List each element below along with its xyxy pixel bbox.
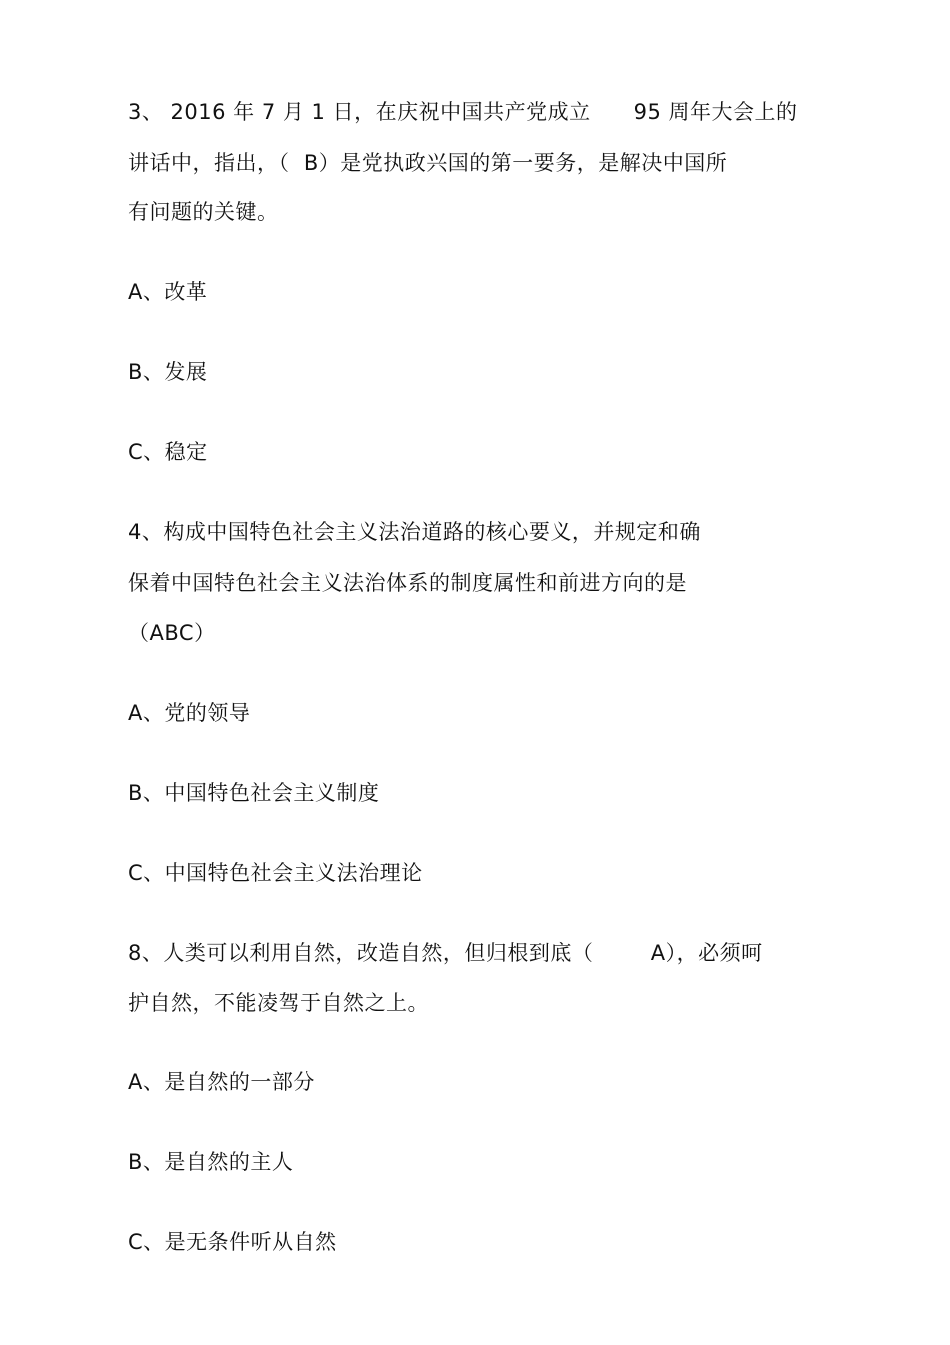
- question-8-option-b: B、是自然的主人: [128, 1150, 294, 1174]
- question-4-option-a: A、党的领导: [128, 701, 251, 725]
- question-3-line-1: 3、 2016 年 7 月 1 日，在庆祝中国共产党成立 95 周年大会上的: [128, 100, 798, 124]
- question-4-option-b: B、中国特色社会主义制度: [128, 781, 380, 805]
- question-3-option-c: C、稳定: [128, 440, 208, 464]
- question-4-line-2: 保着中国特色社会主义法治体系的制度属性和前进方向的是: [128, 571, 687, 595]
- question-3-line-3: 有问题的关键。: [128, 200, 279, 224]
- question-8-line-1: 8、人类可以利用自然，改造自然，但归根到底（ A），必须呵: [128, 941, 763, 965]
- question-3-option-b: B、发展: [128, 360, 208, 384]
- question-8-option-a: A、是自然的一部分: [128, 1070, 315, 1094]
- question-3-option-a: A、改革: [128, 280, 208, 304]
- question-4-line-3: （ABC）: [128, 621, 216, 645]
- question-8-option-c: C、是无条件听从自然: [128, 1230, 337, 1254]
- question-4-option-c: C、中国特色社会主义法治理论: [128, 861, 423, 885]
- question-4-line-1: 4、构成中国特色社会主义法治道路的核心要义，并规定和确: [128, 520, 701, 544]
- question-3-line-2: 讲话中，指出，（ B）是党执政兴国的第一要务，是解决中国所: [128, 151, 728, 175]
- question-8-line-2: 护自然，不能凌驾于自然之上。: [128, 991, 429, 1015]
